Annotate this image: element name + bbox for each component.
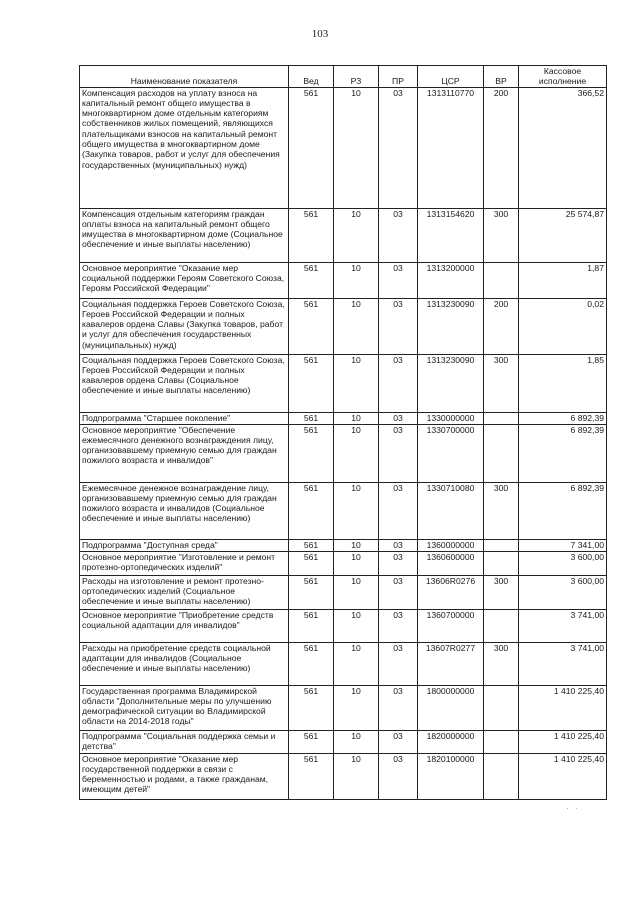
- table-row: [80, 575, 607, 609]
- cell-pr: 03: [379, 730, 418, 753]
- table-row: [80, 685, 607, 730]
- cell-ved: 561: [289, 262, 334, 298]
- cell-indicator-name: Ежемесячное денежное вознаграждение лицу, организовавшему приемную семью для граждан пожилого возраста и инвалидов (Социальное обеспечение и иные выплаты населению): [80, 482, 289, 539]
- cell-ved: 561: [289, 298, 334, 354]
- cell-ved: 561: [289, 539, 334, 551]
- cell-vr: 300: [484, 354, 519, 412]
- header-indicator-name: Наименование показателя: [80, 66, 289, 88]
- scan-artifact: · ·: [566, 804, 580, 813]
- header-ved: Вед: [289, 66, 334, 88]
- cell-pr: 03: [379, 539, 418, 551]
- cell-rz: 10: [334, 262, 379, 298]
- table-row: [80, 424, 607, 482]
- cell-pr: 03: [379, 424, 418, 482]
- cell-vr: [484, 412, 519, 424]
- cell-pr: 03: [379, 412, 418, 424]
- table-row: [80, 208, 607, 262]
- cell-pr: 03: [379, 642, 418, 685]
- cell-rz: 10: [334, 685, 379, 730]
- cell-indicator-name: Подпрограмма "Социальная поддержка семьи и детства": [80, 730, 289, 753]
- cell-indicator-name: Основное мероприятие "Приобретение средств социальной адаптации для инвалидов": [80, 609, 289, 642]
- cell-csr: 1313230090: [418, 354, 484, 412]
- budget-execution-table: [79, 65, 607, 800]
- cell-vr: [484, 609, 519, 642]
- cell-pr: 03: [379, 753, 418, 799]
- cell-ved: 561: [289, 354, 334, 412]
- header-pr: ПР: [379, 66, 418, 88]
- cell-csr: 13606R0276: [418, 575, 484, 609]
- cell-rz: 10: [334, 575, 379, 609]
- cell-ved: 561: [289, 609, 334, 642]
- header-csr: ЦСР: [418, 66, 484, 88]
- cell-amount: 1 410 225,40: [519, 685, 607, 730]
- table-row: [80, 262, 607, 298]
- table-row: [80, 539, 607, 551]
- cell-ved: 561: [289, 482, 334, 539]
- cell-amount: 1,87: [519, 262, 607, 298]
- cell-pr: 03: [379, 551, 418, 575]
- cell-vr: 300: [484, 482, 519, 539]
- cell-rz: 10: [334, 354, 379, 412]
- cell-amount: 7 341,00: [519, 539, 607, 551]
- cell-indicator-name: Компенсация отдельным категориям граждан оплаты взноса на капитальный ремонт общего имущества в многоквартирном доме (Социальное обеспечение и иные выплаты населению): [80, 208, 289, 262]
- cell-vr: [484, 685, 519, 730]
- cell-rz: 10: [334, 298, 379, 354]
- cell-vr: [484, 753, 519, 799]
- cell-vr: 300: [484, 208, 519, 262]
- cell-csr: 13607R0277: [418, 642, 484, 685]
- cell-ved: 561: [289, 685, 334, 730]
- cell-indicator-name: Социальная поддержка Героев Советского Союза, Героев Российской Федерации и полных кавалеров ордена Славы (Социальное обеспечение и иные выплаты населению): [80, 354, 289, 412]
- cell-vr: 300: [484, 642, 519, 685]
- cell-pr: 03: [379, 482, 418, 539]
- table-row: [80, 87, 607, 208]
- cell-csr: 1360600000: [418, 551, 484, 575]
- cell-vr: 300: [484, 575, 519, 609]
- cell-amount: 6 892,39: [519, 482, 607, 539]
- table-row: [80, 482, 607, 539]
- header-vr: ВР: [484, 66, 519, 88]
- cell-ved: 561: [289, 575, 334, 609]
- cell-csr: 1820000000: [418, 730, 484, 753]
- cell-amount: 3 741,00: [519, 609, 607, 642]
- cell-rz: 10: [334, 412, 379, 424]
- cell-amount: 3 600,00: [519, 575, 607, 609]
- cell-pr: 03: [379, 575, 418, 609]
- cell-rz: 10: [334, 609, 379, 642]
- cell-indicator-name: Расходы на изготовление и ремонт протезно-ортопедических изделий (Социальное обеспечение и иные выплаты населению): [80, 575, 289, 609]
- cell-csr: 1313154620: [418, 208, 484, 262]
- cell-ved: 561: [289, 87, 334, 208]
- cell-indicator-name: Основное мероприятие "Оказание мер социальной поддержки Героям Советского Союза, Героям Российской Федерации": [80, 262, 289, 298]
- cell-csr: 1313110770: [418, 87, 484, 208]
- cell-pr: 03: [379, 685, 418, 730]
- cell-ved: 561: [289, 730, 334, 753]
- cell-csr: 1313200000: [418, 262, 484, 298]
- cell-vr: 200: [484, 298, 519, 354]
- cell-rz: 10: [334, 87, 379, 208]
- table-row: [80, 412, 607, 424]
- cell-csr: 1360700000: [418, 609, 484, 642]
- table-row: [80, 298, 607, 354]
- cell-csr: 1330700000: [418, 424, 484, 482]
- cell-ved: 561: [289, 208, 334, 262]
- cell-rz: 10: [334, 642, 379, 685]
- cell-csr: 1313230090: [418, 298, 484, 354]
- cell-amount: 1 410 225,40: [519, 753, 607, 799]
- cell-amount: 1 410 225,40: [519, 730, 607, 753]
- cell-csr: 1330710080: [418, 482, 484, 539]
- cell-amount: 1,85: [519, 354, 607, 412]
- table-row: [80, 609, 607, 642]
- cell-pr: 03: [379, 262, 418, 298]
- cell-ved: 561: [289, 753, 334, 799]
- cell-amount: 3 741,00: [519, 642, 607, 685]
- cell-rz: 10: [334, 424, 379, 482]
- cell-indicator-name: Социальная поддержка Героев Советского Союза, Героев Российской Федерации и полных кавалеров ордена Славы (Закупка товаров, работ и услуг для обеспечения государственных (муниципальных) нужд): [80, 298, 289, 354]
- table-row: [80, 753, 607, 799]
- cell-ved: 561: [289, 642, 334, 685]
- cell-csr: 1360000000: [418, 539, 484, 551]
- cell-amount: 6 892,39: [519, 412, 607, 424]
- cell-indicator-name: Расходы на приобретение средств социальной адаптации для инвалидов (Социальное обеспечение и иные выплаты населению): [80, 642, 289, 685]
- cell-pr: 03: [379, 609, 418, 642]
- cell-ved: 561: [289, 551, 334, 575]
- table-row: [80, 730, 607, 753]
- cell-amount: 0,02: [519, 298, 607, 354]
- cell-indicator-name: Основное мероприятие "Обеспечение ежемесячного денежного вознаграждения лицу, организовавшему приемную семью для граждан пожилого возраста и инвалидов": [80, 424, 289, 482]
- cell-rz: 10: [334, 482, 379, 539]
- cell-pr: 03: [379, 298, 418, 354]
- cell-vr: [484, 730, 519, 753]
- cell-csr: 1800000000: [418, 685, 484, 730]
- cell-indicator-name: Подпрограмма "Старшее поколение": [80, 412, 289, 424]
- table-row: [80, 551, 607, 575]
- cell-rz: 10: [334, 730, 379, 753]
- cell-rz: 10: [334, 551, 379, 575]
- cell-indicator-name: Основное мероприятие "Оказание мер государственной поддержки в связи с беременностью и родами, а также гражданам, имеющим детей": [80, 753, 289, 799]
- cell-amount: 25 574,87: [519, 208, 607, 262]
- cell-vr: [484, 539, 519, 551]
- cell-indicator-name: Основное мероприятие "Изготовление и ремонт протезно-ортопедических изделий": [80, 551, 289, 575]
- cell-indicator-name: Подпрограмма "Доступная среда": [80, 539, 289, 551]
- page-number: 103: [311, 28, 329, 40]
- cell-vr: [484, 551, 519, 575]
- cell-csr: 1820100000: [418, 753, 484, 799]
- cell-amount: 3 600,00: [519, 551, 607, 575]
- cell-ved: 561: [289, 412, 334, 424]
- cell-vr: [484, 424, 519, 482]
- cell-pr: 03: [379, 354, 418, 412]
- cell-rz: 10: [334, 753, 379, 799]
- header-cash-execution: Кассовое исполнение: [519, 66, 607, 88]
- cell-pr: 03: [379, 208, 418, 262]
- cell-rz: 10: [334, 208, 379, 262]
- cell-indicator-name: Компенсация расходов на уплату взноса на капитальный ремонт общего имущества в многоквартирном доме отдельным категориям собственников жилых помещений, являющихся плательщиками взносов на капитальный ремонт общего имущества в многоквартирном доме (Закупка товаров, работ и услуг для обеспечения государственных (муниципальных) нужд): [80, 87, 289, 208]
- cell-rz: 10: [334, 539, 379, 551]
- table-header-row: [80, 66, 607, 88]
- cell-ved: 561: [289, 424, 334, 482]
- header-rz: РЗ: [334, 66, 379, 88]
- table-row: [80, 354, 607, 412]
- cell-indicator-name: Государственная программа Владимирской области "Дополнительные меры по улучшению демографической ситуации во Владимирской области на 2014-2018 годы": [80, 685, 289, 730]
- cell-pr: 03: [379, 87, 418, 208]
- cell-amount: 6 892,39: [519, 424, 607, 482]
- cell-vr: 200: [484, 87, 519, 208]
- cell-vr: [484, 262, 519, 298]
- table-row: [80, 642, 607, 685]
- cell-csr: 1330000000: [418, 412, 484, 424]
- cell-amount: 366,52: [519, 87, 607, 208]
